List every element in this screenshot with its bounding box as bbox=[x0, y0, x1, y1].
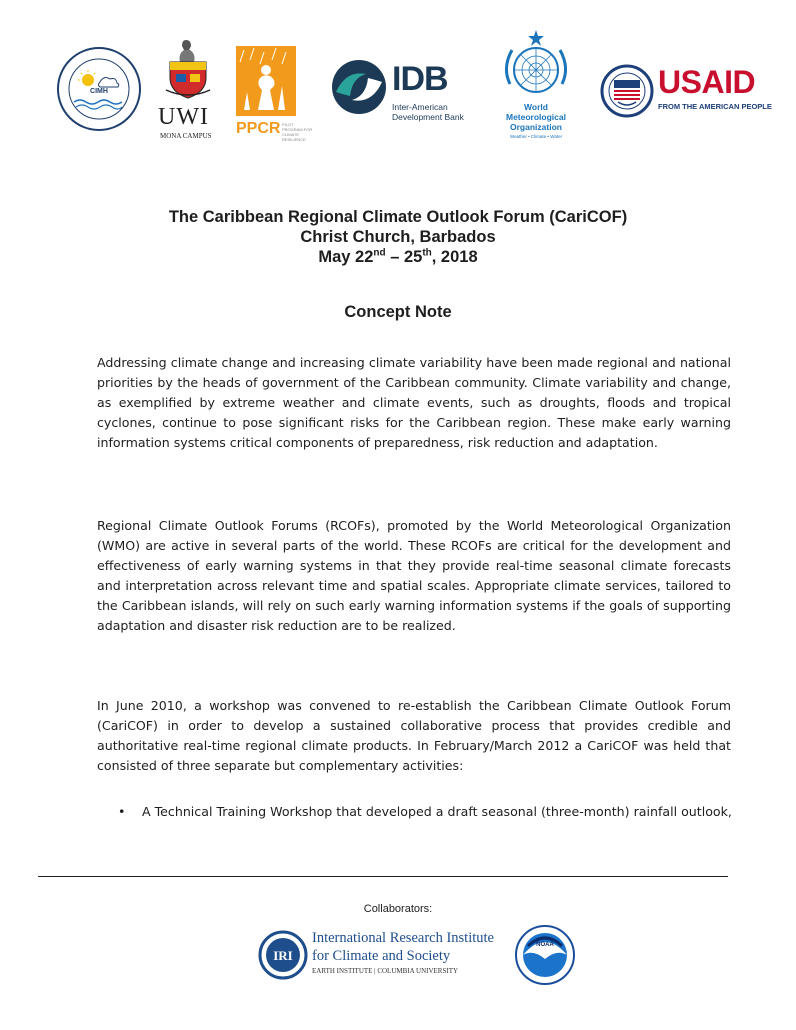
wmo-name-line2: Meteorological bbox=[506, 112, 566, 122]
usaid-logo bbox=[600, 64, 780, 124]
uwi-campus: MONA CAMPUS bbox=[160, 132, 212, 140]
iri-emblem-icon bbox=[258, 930, 308, 980]
wmo-emblem-icon bbox=[494, 28, 578, 100]
wmo-logo bbox=[494, 28, 578, 158]
wmo-fullname bbox=[494, 102, 578, 132]
idb-fullname-line1: Inter-American bbox=[392, 102, 448, 112]
paragraph-rcofs: Regional Climate Outlook Forums (RCOFs), promoted by the World Meteorological Organization (WMO) are active in several parts of the world. These RCOFs are critical for the development and effectiveness of early warning systems in that they provide real-time seasonal climate forecasts and interpretation across relevant time and spatial scales. Appropriate climate services, tailored to the Caribbean islands, will rely on such early warning information systems if the goals of supporting adaptation and disaster risk reduction are to be realized. bbox=[97, 518, 731, 633]
header-logos bbox=[56, 28, 776, 158]
idb-fullname-line2: Development Bank bbox=[392, 112, 464, 122]
footer-divider bbox=[38, 876, 728, 877]
date-end: – 25 bbox=[385, 248, 423, 266]
document-title bbox=[0, 207, 796, 267]
wmo-name-line1: World bbox=[524, 102, 548, 112]
idb-wordmark: IDB bbox=[392, 60, 448, 98]
date-year: , 2018 bbox=[431, 248, 478, 266]
usaid-wordmark: USAID bbox=[658, 64, 756, 100]
idb-fullname bbox=[392, 102, 464, 122]
date-start-suffix: nd bbox=[373, 247, 386, 259]
bullet-text: A Technical Training Workshop that developed a draft seasonal (three-month) rainfall outlook, bbox=[142, 804, 732, 819]
idb-logo bbox=[330, 58, 480, 128]
title-location: Christ Church, Barbados bbox=[300, 228, 496, 246]
noaa-abbr: NOAA bbox=[536, 942, 554, 948]
iri-affiliation: EARTH INSTITUTE | COLUMBIA UNIVERSITY bbox=[312, 967, 459, 975]
date-start: May 22 bbox=[318, 248, 374, 266]
date-end-suffix: th bbox=[422, 247, 432, 259]
ppcr-wordmark: PPCR bbox=[236, 120, 281, 137]
noaa-logo bbox=[514, 924, 576, 986]
paragraph-intro: Addressing climate change and increasing climate variability have been made regional and national priorities by the heads of government of the Caribbean community. Climate variability and change, as exemplified by extreme weather and climate events, such as droughts, floods and tropical cyclones, continue to pose significant risks for the Caribbean region. These make early warning information systems critical components of preparedness, risk reduction and adaptation. bbox=[97, 355, 731, 450]
idb-emblem-icon bbox=[330, 58, 388, 116]
noaa-seal-icon bbox=[514, 924, 576, 986]
ppcr-logo bbox=[236, 46, 313, 142]
cimh-label: CIMH bbox=[90, 88, 108, 95]
uwi-wordmark: UWI bbox=[158, 104, 209, 130]
section-heading: Concept Note bbox=[344, 303, 452, 321]
ppcr-tagline: PILOT PROGRAM FOR CLIMATE RESILIENCE bbox=[282, 122, 313, 142]
iri-logo bbox=[258, 928, 494, 982]
iri-name-line2: for Climate and Society bbox=[312, 948, 451, 964]
bullet-icon: • bbox=[118, 804, 126, 819]
usaid-seal-icon bbox=[600, 64, 654, 118]
uwi-crest-icon bbox=[156, 38, 220, 102]
ppcr-emblem-icon bbox=[236, 46, 296, 116]
uwi-logo bbox=[156, 38, 220, 138]
collaborators-label: Collaborators: bbox=[363, 903, 433, 915]
title-line1: The Caribbean Regional Climate Outlook Forum (CariCOF) bbox=[168, 208, 628, 226]
paragraph-history: In June 2010, a workshop was convened to re-establish the Caribbean Climate Outlook Forum (CariCOF) in order to develop a sustained collaborative process that provides credible and authoritative real-time regional climate products. In February/March 2012 a CariCOF was held that consisted of three separate but complementary activities: bbox=[97, 698, 731, 773]
wmo-name-line3: Organization bbox=[510, 122, 562, 132]
iri-name-line1: International Research Institute bbox=[312, 930, 494, 946]
title-dates bbox=[0, 247, 796, 267]
usaid-tagline: FROM THE AMERICAN PEOPLE bbox=[658, 102, 772, 111]
wmo-tagline: Weather • Climate • Water bbox=[509, 134, 563, 139]
cimh-logo bbox=[56, 46, 142, 132]
iri-abbr: IRI bbox=[273, 948, 293, 963]
